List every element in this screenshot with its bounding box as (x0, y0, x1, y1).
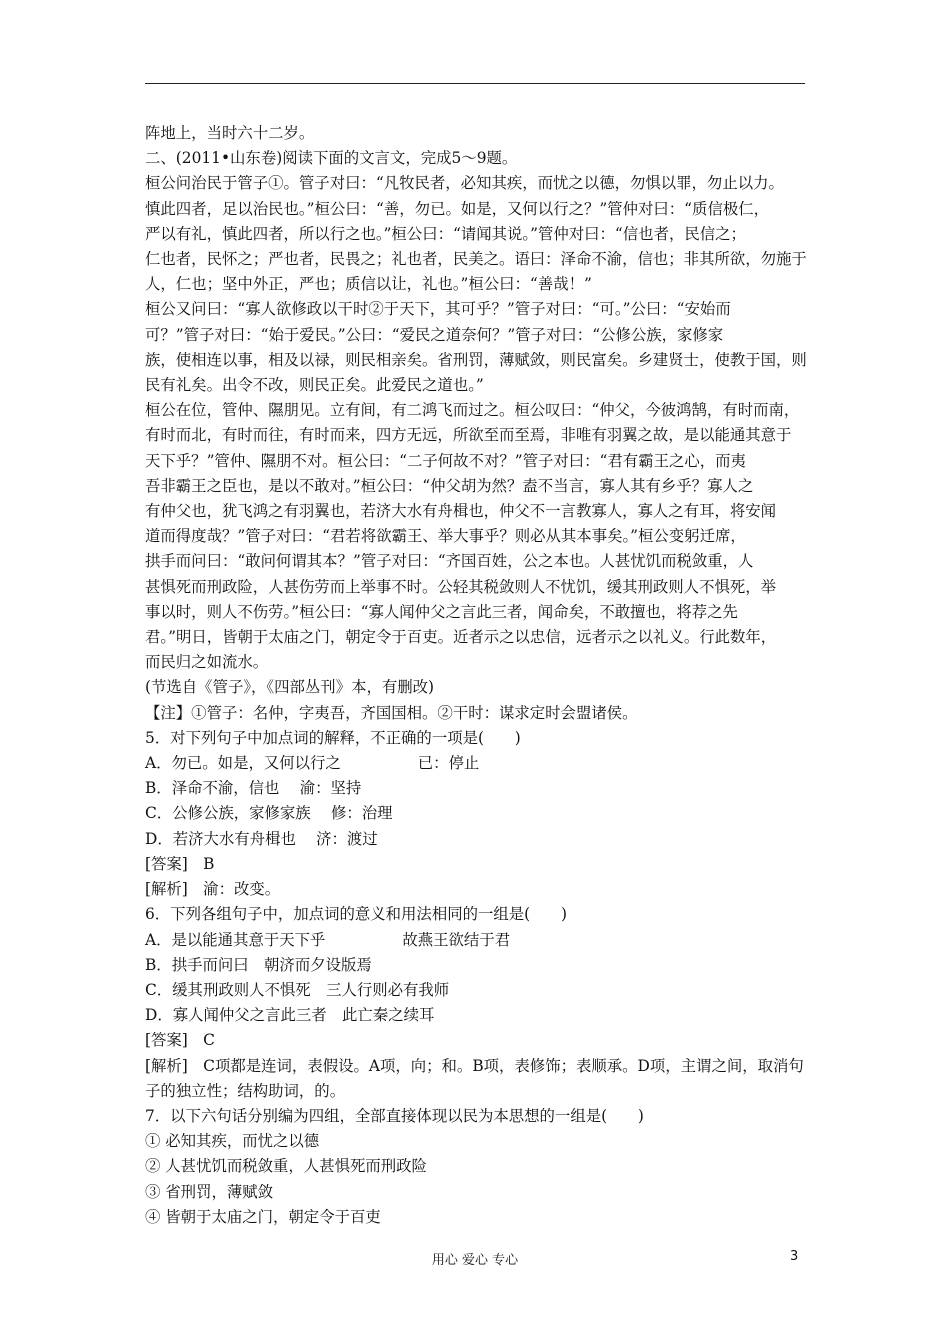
text-line: 二、(2011•山东卷)阅读下面的文言文，完成5～9题。 (145, 149, 518, 168)
option-b: B．拱手而问曰 朝济而夕设版焉 (145, 955, 372, 974)
option-a: A．勿已。如是，又何以行之 已：停止 (145, 754, 480, 773)
option-c: C．缓其刑政则人不惧死 三人行则必有我师 (145, 980, 450, 999)
text-line: 吾非霸王之臣也，是以不敢对。”桓公曰：“仲父胡为然？盍不当言，寡人其有乡乎？寡人之 (145, 476, 754, 495)
text-line: 阵地上，当时六十二岁。 (145, 124, 315, 142)
text-line: 而民归之如流水。 (145, 653, 269, 672)
page-number: 3 (790, 1249, 799, 1264)
answer: [答案] B (145, 854, 215, 873)
text-line: 君。”明日，皆朝于太庙之门，朝定令于百吏。近者示之以忠信，远者示之以礼义。行此数年， (145, 628, 777, 647)
text-line: 天下乎？”管仲、隰朋不对。桓公曰：“二子何故不对？”管子对曰：“君有霸王之心，而夷 (145, 451, 746, 470)
question-7: 7．以下六句话分别编为四组，全部直接体现以民为本思想的一组是( ) (145, 1106, 644, 1125)
statement-3: ③ 省刑罚，薄赋敛 (145, 1182, 274, 1201)
statement-2: ② 人甚忧饥而税敛重，人甚惧死而刑政险 (145, 1157, 427, 1176)
document-body (145, 121, 810, 1230)
footnote: 【注】①管子：名仲，字夷吾，齐国国相。②干时：谋求定时会盟诸侯。 (145, 703, 638, 722)
footer-text: 用心 爱心 专心 (431, 1253, 519, 1268)
text-line: 可？”管子对曰：“始于爱民。”公曰：“爱民之道奈何？”管子对曰：“公修公族，家修家 (145, 325, 724, 344)
text-line: 族，使相连以事，相及以禄，则民相亲矣。省刑罚，薄赋敛，则民富矣。乡建贤士，使教于国，则 (145, 350, 807, 369)
text-line: 慎此四者，足以治民也。”桓公曰：“善，勿已。如是，又何以行之？”管仲对曰：“质信极仁， (145, 199, 770, 218)
text-line: 有时而北，有时而往，有时而来，四方无远，所欲至而至焉，非唯有羽翼之故，是以能通其意于 (145, 426, 792, 445)
option-b: B．泽命不渝，信也 渝：坚持 (145, 779, 362, 798)
source-citation: (节选自《管子》，《四部丛刊》本，有删改) (145, 678, 435, 697)
question-5: 5．对下列句子中加点词的解释，不正确的一项是( ) (145, 728, 521, 747)
text-line: 人，仁也；坚中外正，严也；质信以让，礼也。”桓公曰：“善哉！” (145, 275, 592, 294)
analysis-continued: 子的独立性；结构助词，的。 (145, 1081, 346, 1100)
analysis: [解析] 渝：改变。 (145, 880, 281, 899)
option-d: D．若济大水有舟楫也 济：渡过 (145, 829, 378, 848)
header-rule (145, 83, 805, 84)
text-line: 有仲父也，犹飞鸿之有羽翼也，若济大水有舟楫也，仲父不一言教寡人，寡人之有耳，将安闻 (145, 502, 777, 521)
text-line: 桓公在位，管仲、隰朋见。立有间，有二鸿飞而过之。桓公叹曰：“仲父，今彼鸿鹄，有时而南， (145, 401, 800, 420)
statement-1: ① 必知其疾，而忧之以德 (145, 1132, 320, 1151)
option-c: C．公修公族，家修家族 修：治理 (145, 804, 393, 823)
text-line: 民有礼矣。出令不改，则民正矣。此爱民之道也。” (145, 376, 484, 395)
option-d: D．寡人闻仲父之言此三者 此亡秦之续耳 (145, 1006, 435, 1025)
text-line: 甚惧死而刑政险，人甚伤劳而上举事不时。公轻其税敛则人不忧饥，缓其刑政则人不惧死，举 (145, 577, 777, 596)
answer: [答案] C (145, 1031, 215, 1050)
option-a: A．是以能通其意于天下乎 故燕王欲结于君 (145, 930, 511, 949)
text-line: 严以有礼，慎此四者，所以行之也。”桓公曰：“请闻其说。”管仲对曰：“信也者，民信之； (145, 224, 746, 243)
text-line: 道而得度哉？”管子对曰：“君若将欲霸王、举大事乎？则必从其本事矣。”桓公变躬迁席， (145, 527, 746, 546)
text-line: 桓公又问曰：“寡人欲修政以干时②于天下，其可乎？”管子对曰：“可。”公曰：“安始而 (145, 300, 731, 319)
text-line: 仁也者，民怀之；严也者，民畏之；礼也者，民美之。语曰：泽命不渝，信也；非其所欲，勿施于 (145, 250, 807, 269)
question-6: 6．下列各组句子中，加点词的意义和用法相同的一组是( ) (145, 905, 567, 924)
statement-4: ④ 皆朝于太庙之门，朝定令于百吏 (145, 1207, 381, 1226)
text-line: 事以时，则人不伤劳。”桓公曰：“寡人闻仲父之言此三者，闻命矣，不敢擅也，将荐之先 (145, 602, 738, 621)
text-line: 拱手而问曰：“敢问何谓其本？”管子对曰：“齐国百姓，公之本也。人甚忧饥而税敛重，人 (145, 552, 754, 571)
text-line: 桓公问治民于管子①。管子对曰：“凡牧民者，必知其疾，而忧之以德，勿惧以罪，勿止以力。 (145, 174, 784, 193)
analysis: [解析] C项都是连词，表假设。A项，向；和。B项，表修饰；表顺承。D项，主谓之间，取消句 (145, 1056, 804, 1075)
